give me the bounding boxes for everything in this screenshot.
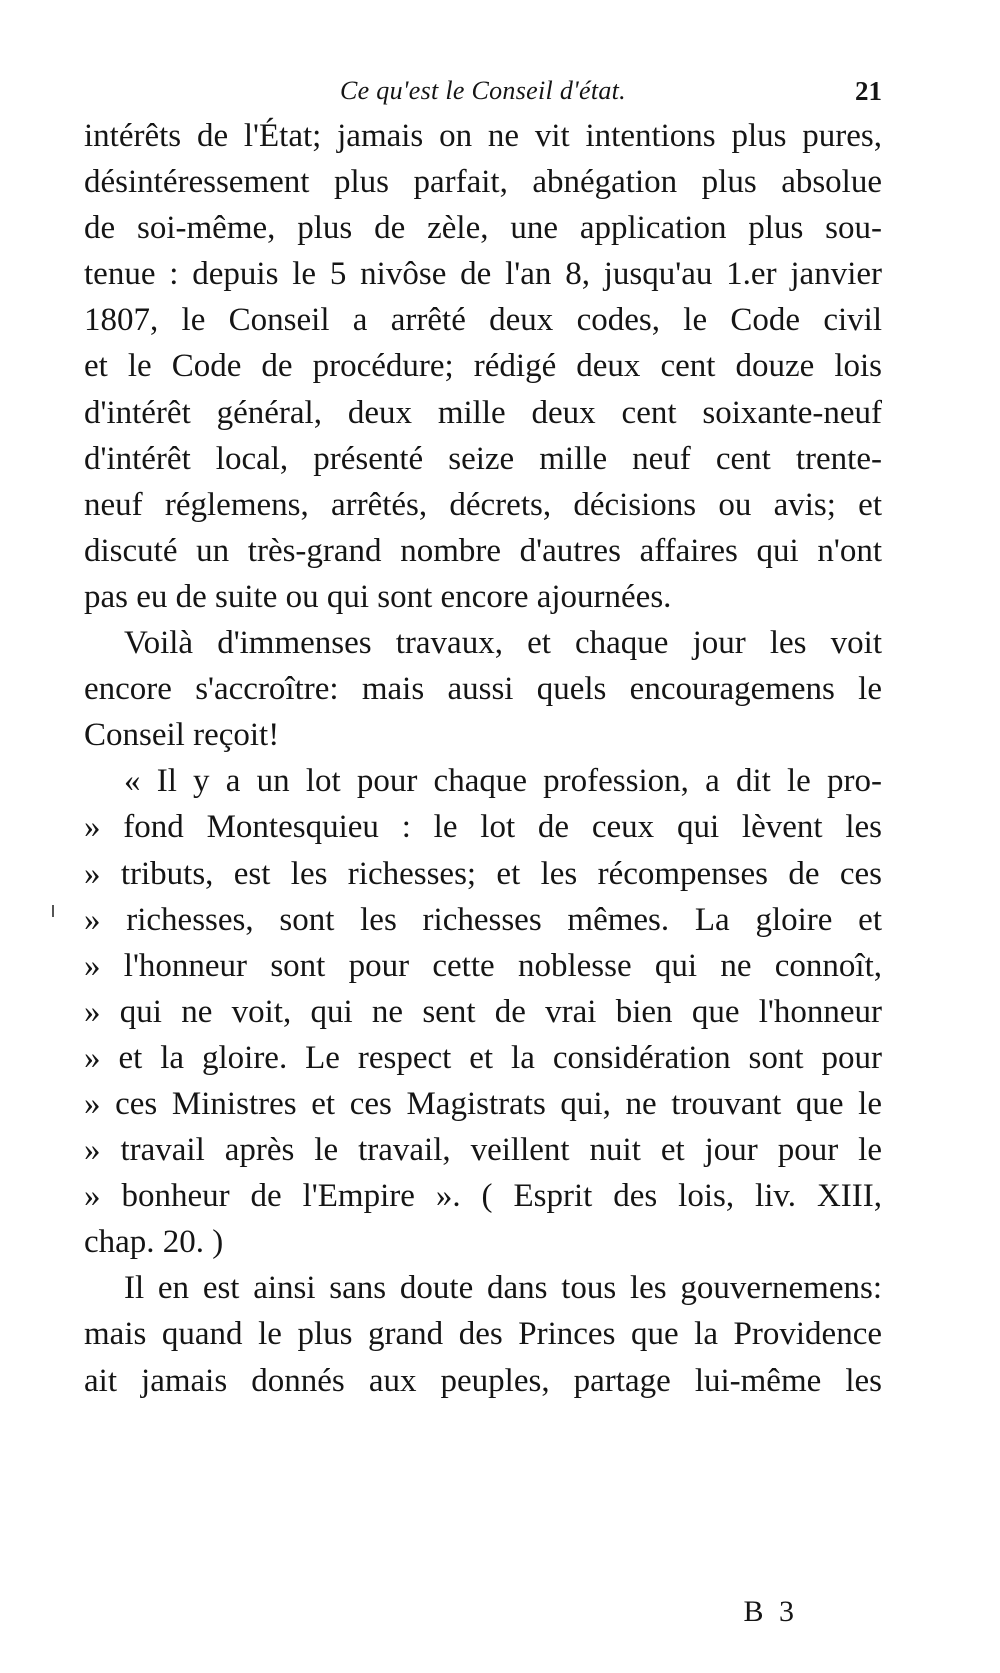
quote-line: » ces Ministres et ces Magistrats qui, ne trouvant que le [84,1085,882,1122]
text-line: neuf réglemens, arrêtés, décrets, décisions ou avis; et [84,486,882,523]
text-line: désintéressement plus parfait, abnégation plus absolue [84,164,882,201]
quote-line: » richesses, sont les richesses mêmes. La gloire et [84,901,882,938]
quote-line: » l'honneur sont pour cette noblesse qui ne connoît, [84,947,882,984]
text-line: ait jamais donnés aux peuples, partage lui-même les [84,1362,882,1399]
text-line: Conseil reçoit! [84,717,280,754]
text-line: et le Code de procédure; rédigé deux cent douze lois [84,348,882,385]
quote-line: » bonheur de l'Empire ». ( Esprit des lois, liv. XIII, [84,1178,882,1215]
text-line: pas eu de suite ou qui sont encore ajournées. [84,578,672,615]
quote-line: « Il y a un lot pour chaque profession, a dit le pro- [124,763,882,800]
quote-line: » qui ne voit, qui ne sent de vrai bien que l'honneur [84,993,882,1030]
text-line: intérêts de l'État; jamais on ne vit intentions plus pures, [84,118,882,154]
quote-line: » travail après le travail, veillent nuit et jour pour le [84,1132,882,1169]
text-line: tenue : depuis le 5 nivôse de l'an 8, jusqu'au 1.er janvier [84,256,882,293]
text-line: 1807, le Conseil a arrêté deux codes, le Code civil [84,302,882,339]
text-line: d'intérêt local, présenté seize mille neuf cent trente- [84,440,882,477]
text-line: de soi-même, plus de zèle, une application plus sou- [84,210,882,247]
text-line: encore s'accroître: mais aussi quels encouragemens le [84,671,882,708]
running-head [84,76,882,116]
body-text [84,113,882,1404]
text-line: d'intérêt général, deux mille deux cent soixante-neuf [84,394,882,431]
running-title: Ce qu'est le Conseil d'état. [340,76,626,105]
signature-mark: B 3 [743,1595,798,1628]
text-line: Il en est ainsi sans doute dans tous les gouvernemens: [124,1270,882,1307]
citation-line: chap. 20. ) [84,1224,224,1261]
margin-speck [52,905,54,917]
text-line: discuté un très-grand nombre d'autres affaires qui n'ont [84,532,882,569]
quote-line: » tributs, est les richesses; et les récompenses de ces [84,855,882,892]
page-number: 21 [855,76,882,106]
quote-line: » et la gloire. Le respect et la considération sont pour [84,1039,882,1076]
text-line: mais quand le plus grand des Princes que la Providence [84,1316,882,1353]
quote-line: » fond Montesquieu : le lot de ceux qui lèvent les [84,809,882,846]
text-line: Voilà d'immenses travaux, et chaque jour les voit [124,625,882,662]
